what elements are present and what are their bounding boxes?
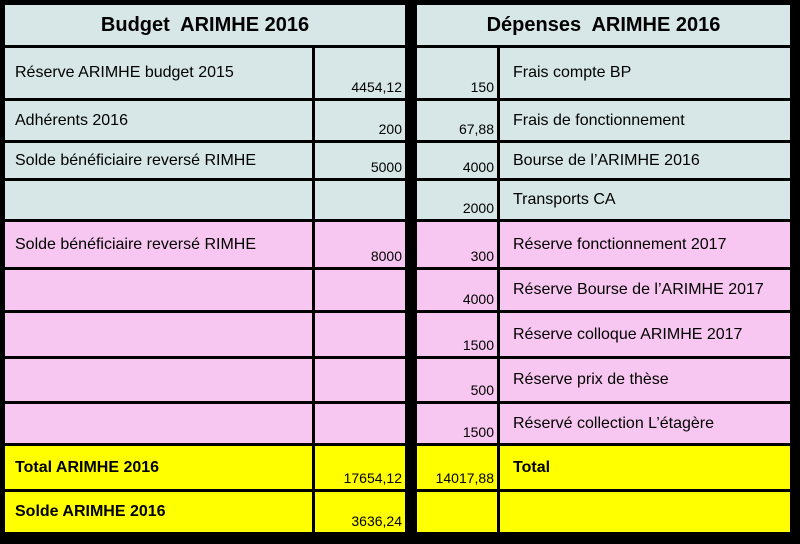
budget-row-amount bbox=[315, 313, 405, 356]
depenses-row-amount: 150 bbox=[417, 48, 497, 98]
depenses-row-label: Frais de fonctionnement bbox=[500, 101, 790, 140]
depenses-row-amount: 1500 bbox=[417, 313, 497, 356]
depenses-row-label: Frais compte BP bbox=[500, 48, 790, 98]
budget-row-label bbox=[5, 404, 312, 443]
center-divider bbox=[408, 446, 414, 489]
budget-solde-label: Solde ARIMHE 2016 bbox=[5, 492, 312, 532]
budget-row-amount bbox=[315, 359, 405, 401]
center-divider bbox=[408, 492, 414, 532]
center-divider bbox=[408, 5, 414, 45]
budget-row-label bbox=[5, 313, 312, 356]
depenses-row-label: Réserve Bourse de l’ARIMHE 2017 bbox=[500, 270, 790, 310]
center-divider bbox=[408, 143, 414, 178]
budget-row-amount bbox=[315, 270, 405, 310]
budget-solde-amount: 3636,24 bbox=[315, 492, 405, 532]
depenses-row-amount: 4000 bbox=[417, 270, 497, 310]
depenses-row-label bbox=[500, 492, 790, 532]
budget-row-label: Solde bénéficiaire reversé RIMHE bbox=[5, 143, 312, 178]
depenses-row-label: Réserve prix de thèse bbox=[500, 359, 790, 401]
depenses-row-amount: 67,88 bbox=[417, 101, 497, 140]
depenses-row-label: Réserve fonctionnement 2017 bbox=[500, 222, 790, 267]
depenses-total-amount: 14017,88 bbox=[417, 446, 497, 489]
depenses-row-amount: 500 bbox=[417, 359, 497, 401]
budget-row-amount: 4454,12 bbox=[315, 48, 405, 98]
budget-row-amount: 200 bbox=[315, 101, 405, 140]
depenses-row-label: Bourse de l’ARIMHE 2016 bbox=[500, 143, 790, 178]
budget-row-label: Adhérents 2016 bbox=[5, 101, 312, 140]
depenses-row-label: Réserve colloque ARIMHE 2017 bbox=[500, 313, 790, 356]
depenses-row-amount: 300 bbox=[417, 222, 497, 267]
center-divider bbox=[408, 313, 414, 356]
budget-row-label: Réserve ARIMHE budget 2015 bbox=[5, 48, 312, 98]
budget-header: Budget ARIMHE 2016 bbox=[5, 5, 405, 45]
depenses-row-amount bbox=[417, 492, 497, 532]
depenses-header: Dépenses ARIMHE 2016 bbox=[417, 5, 790, 45]
budget-row-label bbox=[5, 181, 312, 219]
budget-row-label bbox=[5, 270, 312, 310]
depenses-row-amount: 2000 bbox=[417, 181, 497, 219]
center-divider bbox=[408, 101, 414, 140]
budget-row-amount: 8000 bbox=[315, 222, 405, 267]
center-divider bbox=[408, 404, 414, 443]
center-divider bbox=[408, 181, 414, 219]
budget-row-label bbox=[5, 359, 312, 401]
depenses-row-amount: 4000 bbox=[417, 143, 497, 178]
center-divider bbox=[408, 359, 414, 401]
budget-total-amount: 17654,12 bbox=[315, 446, 405, 489]
depenses-row-label: Transports CA bbox=[500, 181, 790, 219]
center-divider bbox=[408, 270, 414, 310]
center-divider bbox=[408, 48, 414, 98]
budget-total-label: Total ARIMHE 2016 bbox=[5, 446, 312, 489]
budget-row-amount bbox=[315, 404, 405, 443]
depenses-total-label: Total bbox=[500, 446, 790, 489]
depenses-row-amount: 1500 bbox=[417, 404, 497, 443]
budget-row-amount bbox=[315, 181, 405, 219]
center-divider bbox=[408, 222, 414, 267]
budget-row-amount: 5000 bbox=[315, 143, 405, 178]
budget-row-label: Solde bénéficiaire reversé RIMHE bbox=[5, 222, 312, 267]
depenses-row-label: Réservé collection L’étagère bbox=[500, 404, 790, 443]
